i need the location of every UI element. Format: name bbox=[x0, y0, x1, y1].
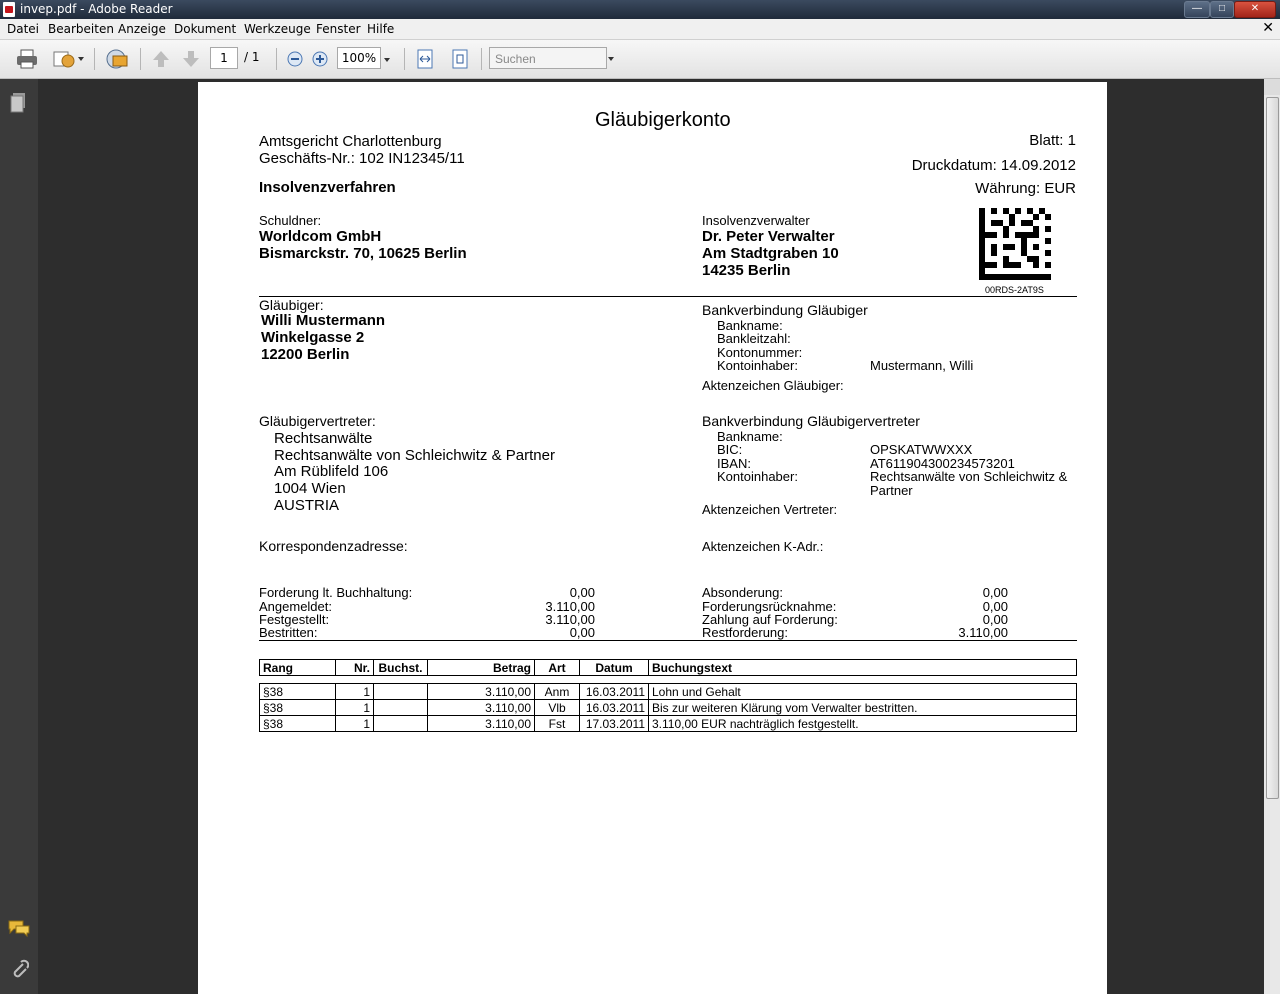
attachments-icon[interactable] bbox=[9, 959, 29, 981]
scroll-thumb[interactable] bbox=[1266, 97, 1279, 799]
previous-page-icon[interactable] bbox=[150, 48, 172, 70]
administrator-street: Am Stadtgraben 10 bbox=[702, 245, 839, 262]
bank-creditor-account-label: Kontonummer: bbox=[717, 345, 803, 360]
administrator-label: Insolvenzverwalter bbox=[702, 213, 810, 228]
bank-rep-holder-label: Kontoinhaber: bbox=[717, 469, 798, 484]
fit-width-icon[interactable] bbox=[414, 48, 436, 70]
proceeding-type: Insolvenzverfahren bbox=[259, 179, 396, 196]
cell-nr: 1 bbox=[336, 700, 374, 716]
menu-hilfe[interactable]: Hilfe bbox=[367, 22, 395, 36]
bank-rep-holder-line-1: Rechtsanwälte von Schleichwitz & bbox=[870, 469, 1068, 484]
creditor-street: Winkelgasse 2 bbox=[261, 329, 365, 346]
cell-rang: §38 bbox=[260, 684, 336, 700]
comments-icon[interactable] bbox=[7, 917, 31, 939]
cell-buchst bbox=[374, 716, 428, 732]
summary-label: Zahlung auf Forderung: bbox=[702, 612, 838, 627]
fit-page-icon[interactable] bbox=[449, 48, 471, 70]
representative-line-5: AUSTRIA bbox=[274, 497, 340, 514]
column-header-rang: Rang bbox=[260, 660, 336, 676]
court-name: Amtsgericht Charlottenburg bbox=[259, 133, 442, 150]
divider bbox=[259, 640, 1077, 641]
administrator-city: 14235 Berlin bbox=[702, 262, 791, 279]
representative-label: Gläubigervertreter: bbox=[259, 413, 376, 429]
creditor-label: Gläubiger: bbox=[259, 297, 324, 313]
table-row bbox=[260, 684, 1077, 700]
summary-value: 0,00 bbox=[569, 585, 595, 600]
menu-bar bbox=[0, 19, 1280, 40]
minimize-button[interactable]: — bbox=[1184, 1, 1210, 18]
debtor-address: Bismarckstr. 70, 10625 Berlin bbox=[259, 245, 467, 262]
cell-betrag: 3.110,00 bbox=[428, 700, 535, 716]
document-title: Gläubigerkonto bbox=[595, 109, 731, 131]
menu-dokument[interactable]: Dokument bbox=[174, 22, 237, 36]
bank-rep-bankname-label: Bankname: bbox=[717, 429, 783, 444]
print-icon[interactable] bbox=[14, 48, 40, 70]
bank-creditor-holder: Mustermann, Willi bbox=[870, 358, 974, 373]
cell-datum: 17.03.2011 bbox=[580, 716, 649, 732]
share-icon[interactable] bbox=[50, 48, 86, 70]
document-close-icon[interactable]: ✕ bbox=[1262, 20, 1274, 36]
table-row bbox=[260, 700, 1077, 716]
cell-buchungstext: 3.110,00 EUR nachträglich festgestellt. bbox=[649, 716, 1077, 732]
bank-rep-bic: OPSKATWWXXX bbox=[870, 442, 973, 457]
cell-buchungstext: Lohn und Gehalt bbox=[649, 684, 1077, 700]
search-dropdown-icon[interactable] bbox=[606, 51, 616, 65]
column-header-art: Art bbox=[535, 660, 580, 676]
representative-reference-label: Aktenzeichen Vertreter: bbox=[702, 502, 838, 517]
toolbar bbox=[0, 40, 1280, 79]
representative-line-3: Am Rüblifeld 106 bbox=[274, 463, 389, 480]
column-header-betrag: Betrag bbox=[428, 660, 535, 676]
cell-art: Fst bbox=[535, 716, 580, 732]
next-page-icon[interactable] bbox=[180, 48, 202, 70]
divider bbox=[259, 296, 1077, 297]
menu-werkzeuge[interactable]: Werkzeuge bbox=[244, 22, 311, 36]
cell-rang: §38 bbox=[260, 700, 336, 716]
bank-rep-bic-label: BIC: bbox=[717, 442, 743, 457]
menu-bearbeiten[interactable]: Bearbeiten bbox=[48, 22, 114, 36]
administrator-name: Dr. Peter Verwalter bbox=[702, 228, 835, 245]
bank-rep-iban-label: IBAN: bbox=[717, 456, 751, 471]
summary-value: 0,00 bbox=[569, 625, 595, 640]
bank-creditor-bankname-label: Bankname: bbox=[717, 318, 783, 333]
summary-value: 0,00 bbox=[982, 585, 1008, 600]
page-total: / 1 bbox=[244, 50, 260, 64]
zoom-dropdown-icon[interactable] bbox=[382, 48, 392, 70]
zoom-out-icon[interactable] bbox=[286, 48, 304, 70]
datamatrix-barcode bbox=[979, 208, 1051, 280]
adobe-reader-icon bbox=[3, 2, 15, 17]
correspondence-reference-label: Aktenzeichen K-Adr.: bbox=[702, 539, 824, 554]
creditor-reference-label: Aktenzeichen Gläubiger: bbox=[702, 378, 844, 393]
cell-art: Vlb bbox=[535, 700, 580, 716]
cell-betrag: 3.110,00 bbox=[428, 716, 535, 732]
pages-panel-icon[interactable] bbox=[9, 92, 29, 114]
summary-value: 3.110,00 bbox=[545, 612, 595, 627]
summary-label: Absonderung: bbox=[702, 585, 783, 600]
summary-label: Forderungsrücknahme: bbox=[702, 599, 837, 614]
cell-buchst bbox=[374, 700, 428, 716]
column-header-datum: Datum bbox=[580, 660, 649, 676]
barcode-text: 00RDS-2AT9S bbox=[985, 285, 1044, 295]
bank-creditor-blz-label: Bankleitzahl: bbox=[717, 331, 791, 346]
menu-datei[interactable]: Datei bbox=[7, 22, 40, 36]
cell-datum: 16.03.2011 bbox=[580, 700, 649, 716]
zoom-in-icon[interactable] bbox=[311, 48, 329, 70]
transactions-header bbox=[259, 659, 1077, 676]
close-button[interactable]: ✕ bbox=[1234, 1, 1276, 18]
summary-label: Festgestellt: bbox=[259, 612, 330, 627]
search-input[interactable]: Suchen bbox=[489, 47, 607, 69]
currency: Währung: EUR bbox=[975, 180, 1076, 197]
summary-label: Angemeldet: bbox=[259, 599, 332, 614]
summary-label: Bestritten: bbox=[259, 625, 318, 640]
cell-betrag: 3.110,00 bbox=[428, 684, 535, 700]
cell-rang: §38 bbox=[260, 716, 336, 732]
title-bar bbox=[0, 0, 1280, 19]
bank-representative-title: Bankverbindung Gläubigervertreter bbox=[702, 413, 920, 429]
scroll-up-icon[interactable] bbox=[1264, 79, 1280, 95]
summary-label: Restforderung: bbox=[702, 625, 788, 640]
cell-nr: 1 bbox=[336, 684, 374, 700]
case-number: Geschäfts-Nr.: 102 IN12345/11 bbox=[259, 150, 465, 167]
table-row bbox=[260, 716, 1077, 732]
summary-value: 0,00 bbox=[982, 612, 1008, 627]
cell-buchst bbox=[374, 684, 428, 700]
creditor-city: 12200 Berlin bbox=[261, 346, 350, 363]
bank-creditor-title: Bankverbindung Gläubiger bbox=[702, 302, 868, 318]
cell-art: Anm bbox=[535, 684, 580, 700]
correspondence-label: Korrespondenzadresse: bbox=[259, 538, 408, 554]
summary-value: 3.110,00 bbox=[545, 599, 595, 614]
page-number-input[interactable]: 1 bbox=[210, 47, 238, 69]
debtor-name: Worldcom GmbH bbox=[259, 228, 382, 245]
summary-value: 0,00 bbox=[982, 599, 1008, 614]
bank-creditor-holder-label: Kontoinhaber: bbox=[717, 358, 798, 373]
sheet-number: Blatt: 1 bbox=[1029, 132, 1076, 149]
window-title: invep.pdf - Adobe Reader bbox=[20, 2, 173, 16]
column-header-buchungstext: Buchungstext bbox=[649, 660, 1077, 676]
cell-nr: 1 bbox=[336, 716, 374, 732]
menu-anzeige[interactable]: Anzeige bbox=[118, 22, 166, 36]
cell-datum: 16.03.2011 bbox=[580, 684, 649, 700]
menu-fenster[interactable]: Fenster bbox=[316, 22, 361, 36]
summary-label: Forderung lt. Buchhaltung: bbox=[259, 585, 413, 600]
representative-line-1: Rechtsanwälte bbox=[274, 430, 373, 447]
pdf-page bbox=[198, 82, 1107, 994]
collaborate-icon[interactable] bbox=[104, 48, 130, 70]
cell-buchungstext: Bis zur weiteren Klärung vom Verwalter bestritten. bbox=[649, 700, 1077, 716]
bank-rep-holder-line-2: Partner bbox=[870, 483, 913, 498]
summary-value: 3.110,00 bbox=[958, 625, 1008, 640]
zoom-level-field[interactable]: 100% bbox=[337, 47, 381, 69]
debtor-label: Schuldner: bbox=[259, 213, 322, 228]
column-header-buchst: Buchst. bbox=[374, 660, 428, 676]
creditor-name: Willi Mustermann bbox=[261, 312, 386, 329]
representative-line-4: 1004 Wien bbox=[274, 480, 346, 497]
representative-line-2: Rechtsanwälte von Schleichwitz & Partner bbox=[274, 447, 555, 464]
navigation-pane bbox=[0, 79, 38, 994]
vertical-scrollbar[interactable] bbox=[1264, 79, 1280, 994]
bank-rep-iban: AT611904300234573201 bbox=[870, 456, 1015, 471]
transactions-table bbox=[259, 683, 1077, 732]
column-header-nr: Nr. bbox=[336, 660, 374, 676]
print-date: Druckdatum: 14.09.2012 bbox=[911, 157, 1076, 174]
maximize-button[interactable]: □ bbox=[1210, 1, 1234, 18]
